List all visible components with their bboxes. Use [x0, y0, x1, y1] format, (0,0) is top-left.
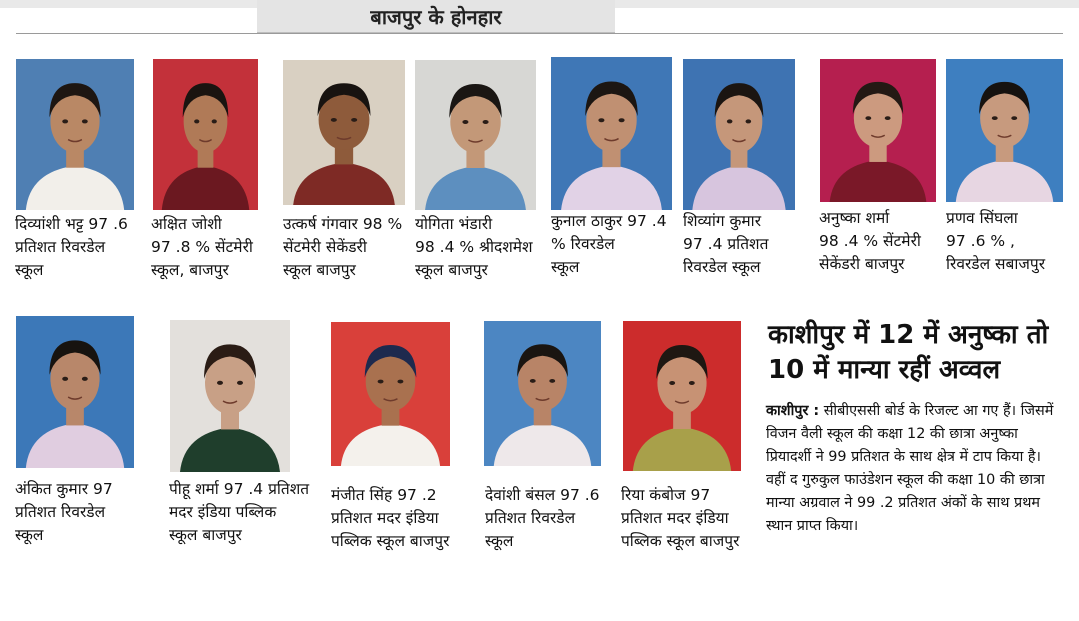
student-photo: [623, 321, 741, 471]
portrait-image: [170, 320, 290, 472]
portrait-image: [623, 321, 741, 471]
student-photo: [170, 320, 290, 472]
section-title: बाजपुर के होनहार: [257, 0, 615, 33]
student-photo: [331, 322, 450, 466]
student-caption: दिव्यांशी भट्ट 97 .6 प्रतिशत रिवरडेल स्कूल: [15, 215, 128, 279]
student-caption: योगिता भंडारी 98 .4 % श्रीदशमेश स्कूल बाजपुर: [415, 215, 533, 279]
student-caption: अंकित कुमार 97 प्रतिशत रिवरडेल स्कूल: [15, 480, 113, 544]
portrait-image: [551, 57, 672, 210]
news-dateline: काशीपुर :: [766, 403, 820, 419]
portrait-image: [415, 60, 536, 210]
student-photo: [946, 59, 1063, 202]
student-photo: [16, 316, 134, 468]
student-caption: उत्कर्ष गंगवार 98 % सेंटमेरी सेकेंडरी स्कूल बाजपुर: [283, 215, 403, 279]
portrait-image: [820, 59, 936, 202]
student-photo: [484, 321, 601, 466]
student-caption: रिया कंबोज 97 प्रतिशत मदर इंडिया पब्लिक स्कूल बाजपुर: [621, 486, 740, 550]
portrait-image: [331, 322, 450, 466]
news-body: [766, 400, 1064, 538]
portrait-image: [153, 59, 258, 210]
student-photo: [16, 59, 134, 210]
student-photo: [683, 59, 795, 210]
student-caption: मंजीत सिंह 97 .2 प्रतिशत मदर इंडिया पब्लिक स्कूल बाजपुर: [331, 486, 450, 550]
portrait-image: [16, 59, 134, 210]
portrait-image: [16, 316, 134, 468]
student-caption: पीहू शर्मा 97 .4 प्रतिशत मदर इंडिया पब्लिक स्कूल बाजपुर: [169, 480, 310, 544]
portrait-image: [683, 59, 795, 210]
news-body-text: सीबीएससी बोर्ड के रिजल्ट आ गए हैं। जिसमें विजन वैली स्कूल की कक्षा 12 की छात्रा अनुष्का प्रियादर्शी ने 99 प्रतिशत के साथ क्षेत्र में टाप किया है। वहीं द गुरुकुल फाउंडेशन स्कूल की कक्षा 10 की छात्रा मान्या अग्रवाल ने 99 .2 प्रतिशत अंकों के साथ प्रथम स्थान प्राप्त किया।: [766, 403, 1054, 534]
student-caption: शिव्यांग कुमार 97 .4 प्रतिशत रिवरडेल स्कूल: [683, 212, 769, 276]
portrait-image: [484, 321, 601, 466]
student-photo: [551, 57, 672, 210]
student-caption: प्रणव सिंघला 97 .6 % , रिवरडेल सबाजपुर: [946, 209, 1046, 273]
student-caption: कुनाल ठाकुर 97 .4 % रिवरडेल स्कूल: [551, 212, 667, 276]
title-rule: [16, 33, 1063, 34]
student-caption: अनुष्का शर्मा 98 .4 % सेंटमेरी सेकेंडरी बाजपुर: [819, 209, 921, 273]
student-photo: [415, 60, 536, 210]
student-photo: [820, 59, 936, 202]
student-caption: अक्षित जोशी 97 .8 % सेंटमेरी स्कूल, बाजपुर: [151, 215, 253, 279]
portrait-image: [946, 59, 1063, 202]
student-photo: [283, 60, 405, 205]
student-photo: [153, 59, 258, 210]
student-caption: देवांशी बंसल 97 .6 प्रतिशत रिवरडेल स्कूल: [485, 486, 600, 550]
news-headline: काशीपुर में 12 में अनुष्का तो 10 में मान्या रहीं अव्वल: [768, 320, 1049, 385]
portrait-image: [283, 60, 405, 205]
